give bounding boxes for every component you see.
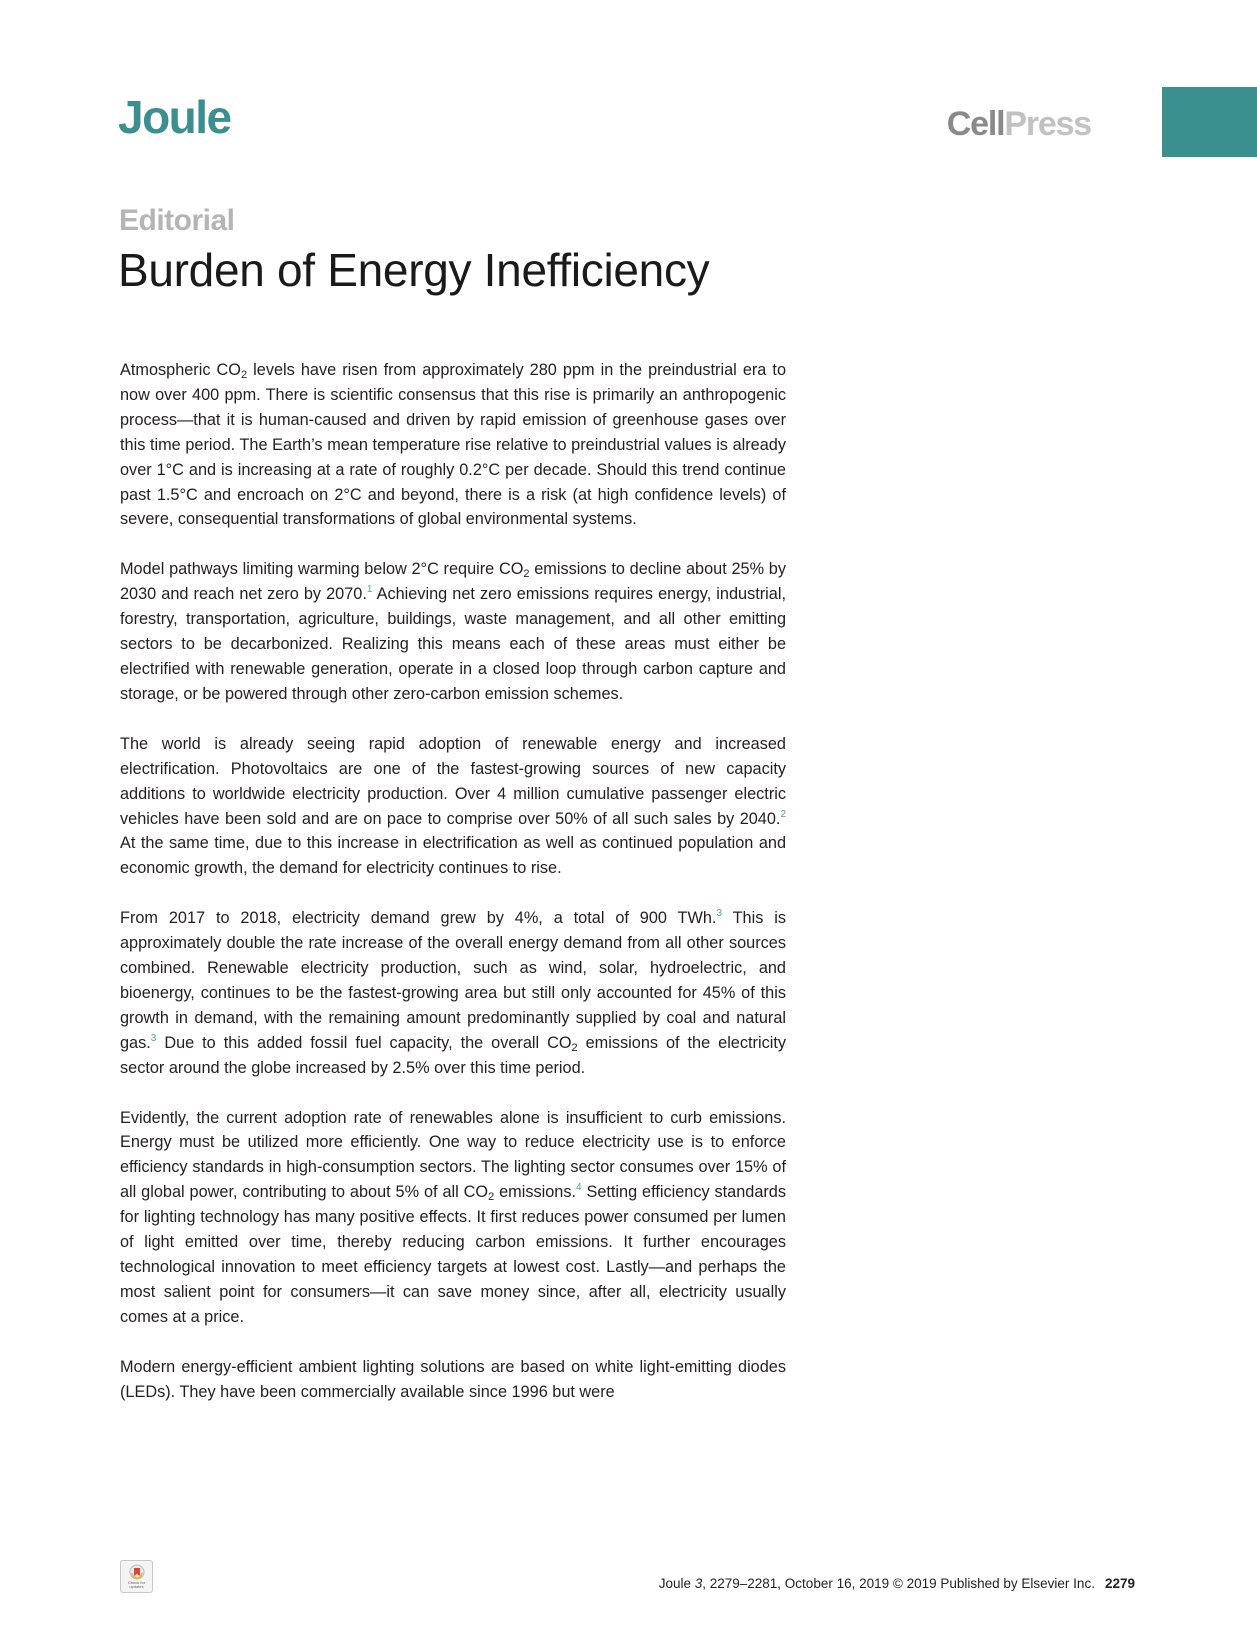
paragraph-1: Atmospheric $CO_2$ levels have risen from approximately 280 ppm in the preindustrial era to now over 400 ppm. There is scientific consensus that this rise is primarily an anthropogenic process—that it is human-caused and driven by rapid emission of greenhouse gases over this time period. The Earth’s mean temperature rise relative to preindustrial values is already over 1°C and is increasing at a rate of roughly 0.2°C per decade. Should this trend continue past 1.5°C and encroach on 2°C and beyond, there is a risk (at high confidence levels) of severe, consequential transformations of global environmental systems. <box>120 361 786 529</box>
article-title: Burden of Energy Inefficiency <box>118 244 710 296</box>
journal-logo[interactable]: Joule <box>118 91 231 143</box>
publisher-logo-cell: Cell <box>946 105 1005 143</box>
reference-link-1[interactable]: 1 <box>366 584 373 596</box>
publisher-logo[interactable] <box>947 107 1091 141</box>
paragraph-4: From 2017 to 2018, electricity demand grew by 4%, a total of 900 TWh.$^3$ This is approximately double the rate increase of the overall energy demand from all other sources combined. Renewable electricity production, such as wind, solar, hydroelectric, and bioenergy, continues to be the fastest-growing area but still only accounted for 45% of this growth in demand, with the remaining amount predominantly supplied by coal and natural gas.$^3$ Due to this added fossil fuel capacity, the overall $CO_2$ emissions of the electricity sector around the globe increased by 2.5% over this time period. <box>120 908 786 1077</box>
footer-citation: , 2279–2281, October 16, 2019 © 2019 Published by Elsevier Inc. <box>702 1576 1095 1591</box>
reference-link-2[interactable]: 2 <box>780 808 786 820</box>
reference-link-3[interactable]: 3 <box>716 908 722 920</box>
page-footer <box>659 1576 1135 1591</box>
subscript: 2 <box>523 568 530 581</box>
subscript: 2 <box>488 1191 495 1204</box>
page-number: 2279 <box>1104 1576 1135 1591</box>
footer-journal: Joule <box>658 1576 695 1591</box>
subscript: 2 <box>240 369 248 381</box>
subscript: 2 <box>571 1041 578 1054</box>
crossmark-icon <box>129 1564 145 1580</box>
article-body <box>120 358 786 1405</box>
article-type-label: Editorial <box>119 204 235 237</box>
check-for-updates-label: Check for updates <box>127 1580 146 1589</box>
paragraph-3: The world is already seeing rapid adoption of renewable energy and increased electrification. Photovoltaics are one of the fastest-growing sources of new capacity additions to worldwide electricity production. Over 4 million cumulative passenger electric vehicles have been sold and are on pace to comprise over 50% of all such sales by 2040.$^2$ At the same time, due to this increase in electrification as well as continued population and economic growth, the demand for electricity continues to rise. <box>120 734 786 878</box>
reference-link-4[interactable]: 4 <box>576 1182 582 1194</box>
paragraph-2: Model pathways limiting warming below 2°C require $CO_2$ emissions to decline about 25% by 2030 and reach net zero by 2070.$^1$ Achieving net zero emissions requires energy, industrial, forestry, transportation, agriculture, buildings, waste management, and all other emitting sectors to be decarbonized. Realizing this means each of these areas must either be electrified with renewable generation, operate in a closed loop through carbon capture and storage, or be powered through other zero-carbon emission schemes. <box>120 560 786 703</box>
paragraph-6: Modern energy-efficient ambient lighting solutions are based on white light-emitting diodes (LEDs). They have been commercially available since 1996 but were <box>120 1357 786 1401</box>
publisher-logo-press: Press <box>1004 105 1091 143</box>
journal-color-tab <box>1162 87 1257 157</box>
paragraph-5: Evidently, the current adoption rate of renewables alone is insufficient to curb emissions. Energy must be utilized more efficiently. One way to reduce electricity use is to enforce efficiency standards in high-consumption sectors. The lighting sector consumes over 15% of all global power, contributing to about 5% of all $CO_2$ emissions.$^4$ Setting efficiency standards for lighting technology has many positive effects. It first reduces power consumed per lumen of light emitted over time, thereby reducing carbon emissions. It further encourages technological innovation to meet efficiency targets at lowest cost. Lastly—and perhaps the most salient point for consumers—it can save money since, after all, electricity usually comes at a price. <box>120 1108 786 1326</box>
reference-link-3[interactable]: 3 <box>150 1032 157 1044</box>
check-for-updates-button[interactable] <box>120 1560 153 1593</box>
footer-volume: 3 <box>694 1576 703 1591</box>
